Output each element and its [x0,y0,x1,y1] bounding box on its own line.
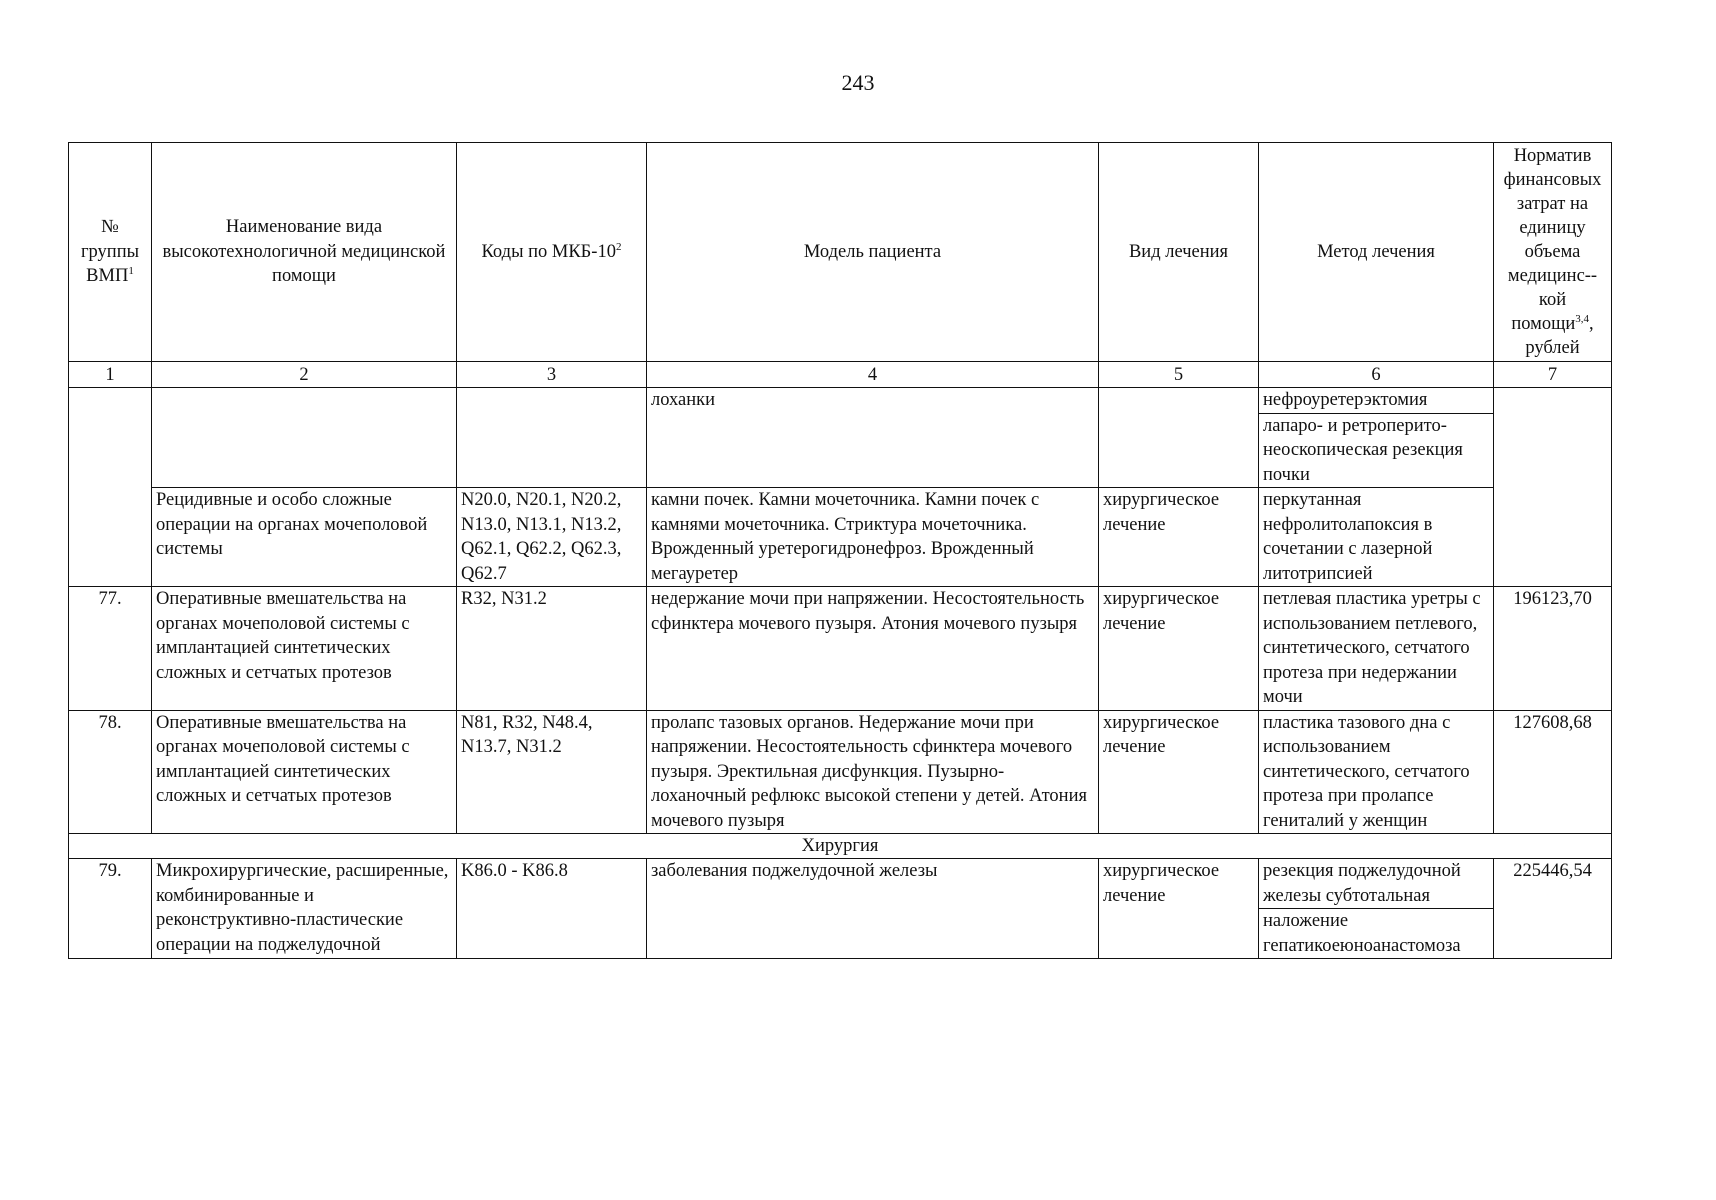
cell-patient-model: лоханки [647,388,1099,488]
cell-cost: 127608,68 [1494,710,1612,834]
cell-patient-model: заболевания поджелудочной железы [647,859,1099,959]
table-row [69,710,1612,834]
header-cost-norm: Норматив финансовых затрат на единицу объема медицинс-- кой помощи$^{3,4}$, рублей [1494,143,1612,362]
table-row [69,488,1612,587]
cell-icd-codes [457,388,647,488]
cell-icd-codes: N20.0, N20.1, N20.2, N13.0, N13.1, N13.2, Q62.1, Q62.2, Q62.3, Q62.7 [457,488,647,587]
cell-treatment-type: хирургическое лечение [1099,488,1259,587]
column-number: 3 [457,362,647,388]
section-title: Хирургия [69,834,1612,859]
cell-cost: 225446,54 [1494,859,1612,959]
cell-patient-model: камни почек. Камни мочеточника. Камни почек с камнями мочеточника. Стриктура мочеточника. Врожденный уретерогидронефроз. Врожденный мегауретер [647,488,1099,587]
column-numbers-row [69,362,1612,388]
cell-treatment-method: перкутанная нефролитолапоксия в сочетании с лазерной литотрипсией [1259,488,1494,587]
cell-treatment-method: пластика тазового дна с использованием синтетического, сетчатого протеза при пролапсе гениталий у женщин [1259,710,1494,834]
cell-treatment-method: нефроуретерэктомия [1259,388,1494,414]
cell-group-number: 77. [69,587,152,711]
cell-vmp-name: Оперативные вмешательства на органах мочеполовой системы с имплантацией синтетических сложных и сетчатых протезов [152,710,457,834]
cell-icd-codes: R32, N31.2 [457,587,647,711]
section-row [69,834,1612,859]
table-row [69,388,1612,414]
cell-patient-model: недержание мочи при напряжении. Несостоятельность сфинктера мочевого пузыря. Атония мочевого пузыря [647,587,1099,711]
cell-treatment-method: резекция поджелудочной железы субтотальная [1259,859,1494,909]
cell-treatment-type: хирургическое лечение [1099,859,1259,959]
column-number: 1 [69,362,152,388]
table-row [69,587,1612,711]
column-number: 6 [1259,362,1494,388]
header-vmp-name: Наименование вида высокотехнологичной медицинской помощи [152,143,457,362]
column-number: 2 [152,362,457,388]
cell-treatment-type [1099,388,1259,488]
cell-treatment-type: хирургическое лечение [1099,587,1259,711]
cell-group-number: 78. [69,710,152,834]
cell-treatment-method: лапаро- и ретроперито-неоскопическая резекция почки [1259,413,1494,488]
header-treatment-type: Вид лечения [1099,143,1259,362]
cell-vmp-name [152,388,457,488]
cell-group-number [69,388,152,587]
cell-vmp-name: Рецидивные и особо сложные операции на органах мочеполовой системы [152,488,457,587]
header-group-number: № группы ВМП$^1$ [69,143,152,362]
cell-icd-codes: K86.0 - K86.8 [457,859,647,959]
cell-icd-codes: N81, R32, N48.4, N13.7, N31.2 [457,710,647,834]
column-number: 5 [1099,362,1259,388]
vmp-table [68,142,1612,959]
header-patient-model: Модель пациента [647,143,1099,362]
header-treatment-method: Метод лечения [1259,143,1494,362]
column-number: 7 [1494,362,1612,388]
column-number: 4 [647,362,1099,388]
header-row [69,143,1612,362]
cell-group-number: 79. [69,859,152,959]
cell-vmp-name: Оперативные вмешательства на органах мочеполовой системы с имплантацией синтетических сложных и сетчатых протезов [152,587,457,711]
table-row [69,859,1612,909]
cell-patient-model: пролапс тазовых органов. Недержание мочи при напряжении. Несостоятельность сфинктера мочевого пузыря. Эректильная дисфункция. Пузырно-лоханочный рефлюкс высокой степени у детей. Атония мочевого пузыря [647,710,1099,834]
cell-treatment-type: хирургическое лечение [1099,710,1259,834]
page-number: 243 [841,70,875,95]
cell-cost [1494,388,1612,587]
cell-treatment-method: наложение гепатикоеюноанастомоза [1259,909,1494,959]
cell-cost: 196123,70 [1494,587,1612,711]
cell-treatment-method: петлевая пластика уретры с использованием петлевого, синтетического, сетчатого протеза при недержании мочи [1259,587,1494,711]
cell-vmp-name: Микрохирургические, расширенные, комбинированные и реконструктивно-пластические операции на поджелудочной [152,859,457,959]
header-icd-codes: Коды по МКБ-$10^2$ [457,143,647,362]
